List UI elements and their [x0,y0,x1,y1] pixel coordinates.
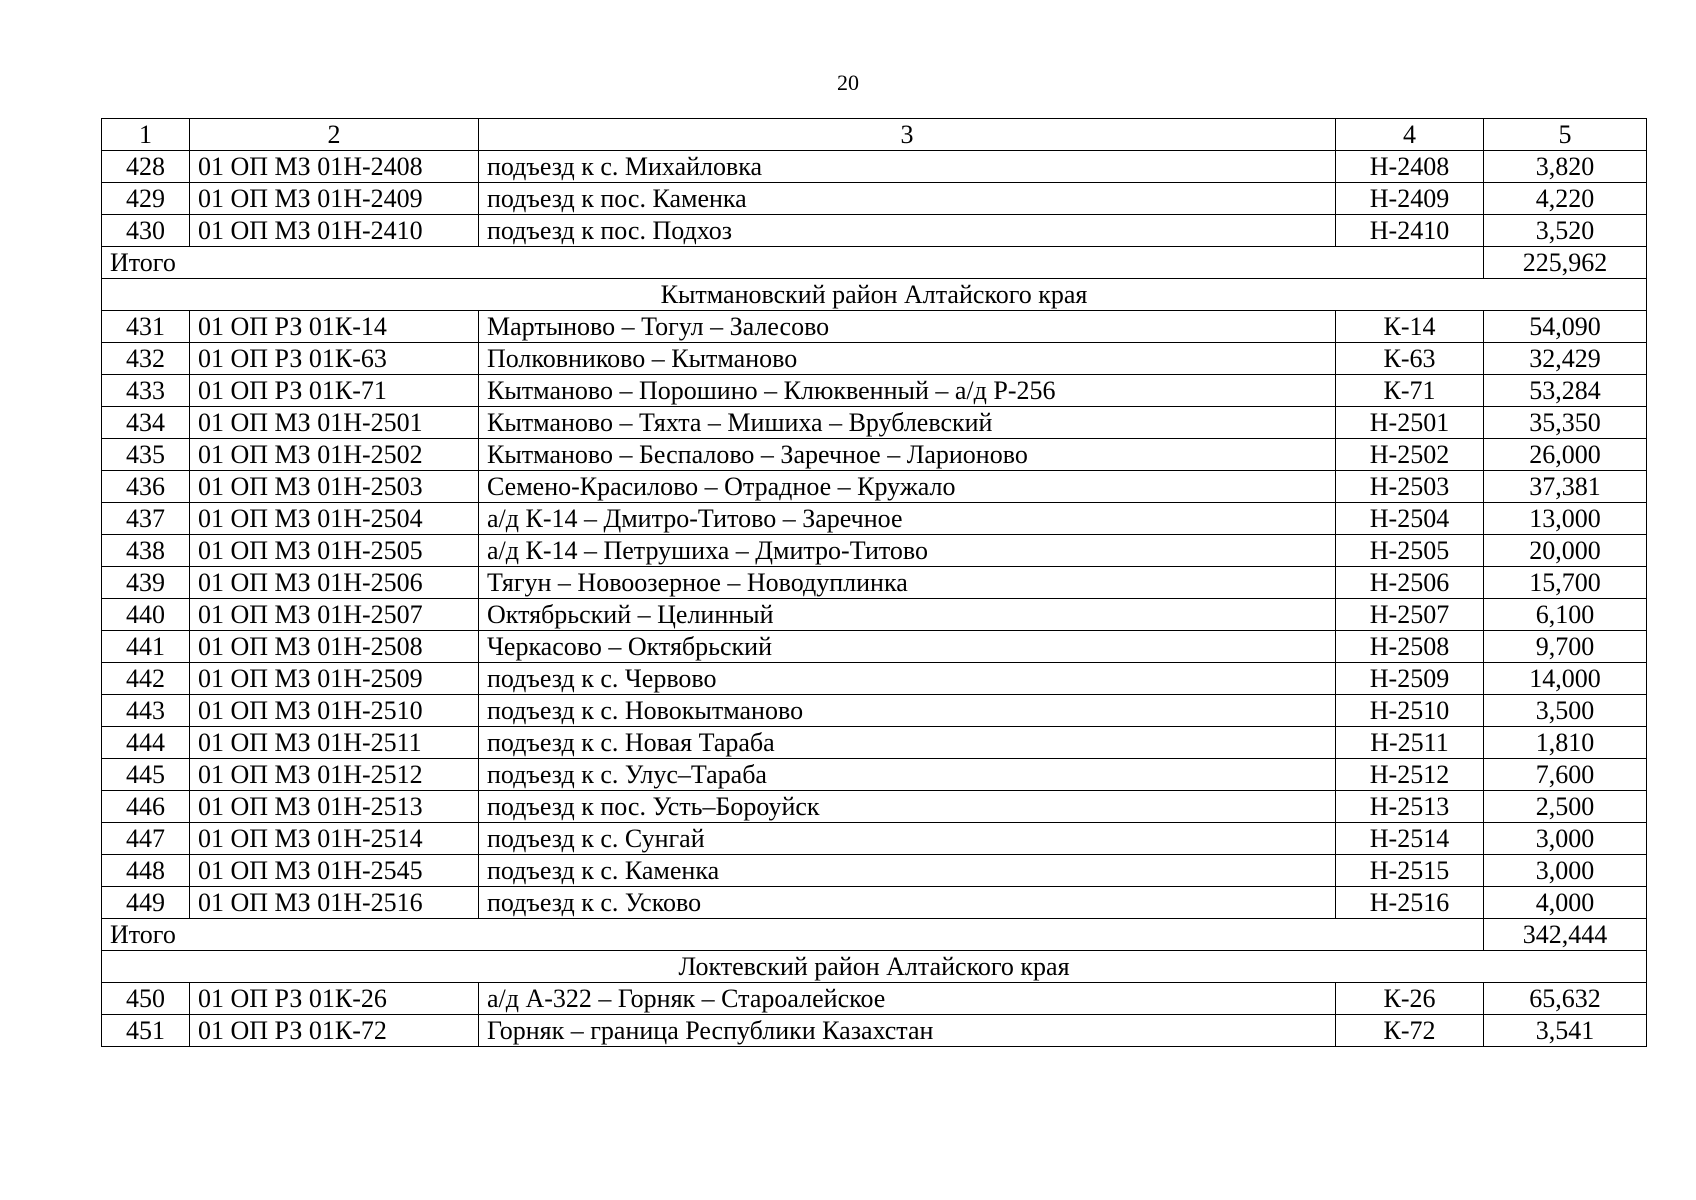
road-name-cell: а/д К-14 – Дмитро-Титово – Заречное [479,503,1336,535]
roads-table-body [102,119,1647,1047]
row-number-cell: 430 [102,215,190,247]
road-name-cell: Горняк – граница Республики Казахстан [479,1015,1336,1047]
row-number-cell: 450 [102,983,190,1015]
header-cell-code: 4 [1336,119,1484,151]
road-code-cell: К-63 [1336,343,1484,375]
road-name-cell: Семено-Красилово – Отрадное – Кружало [479,471,1336,503]
table-row [102,215,1647,247]
row-number-cell: 440 [102,599,190,631]
road-code-cell: Н-2502 [1336,439,1484,471]
district-heading: Локтевский район Алтайского края [102,951,1647,983]
road-length-cell: 4,220 [1484,183,1647,215]
road-code-cell: Н-2506 [1336,567,1484,599]
road-length-cell: 20,000 [1484,535,1647,567]
road-id-cell: 01 ОП МЗ 01Н-2505 [190,535,479,567]
road-id-cell: 01 ОП РЗ 01К-26 [190,983,479,1015]
table-row [102,631,1647,663]
table-row [102,183,1647,215]
table-header-row [102,119,1647,151]
road-name-cell: Мартыново – Тогул – Залесово [479,311,1336,343]
road-id-cell: 01 ОП МЗ 01Н-2503 [190,471,479,503]
table-row [102,503,1647,535]
road-code-cell: Н-2504 [1336,503,1484,535]
road-name-cell: а/д А-322 – Горняк – Староалейское [479,983,1336,1015]
table-row [102,151,1647,183]
table-row [102,791,1647,823]
row-number-cell: 429 [102,183,190,215]
road-code-cell: Н-2510 [1336,695,1484,727]
table-row [102,663,1647,695]
road-code-cell: Н-2511 [1336,727,1484,759]
row-number-cell: 445 [102,759,190,791]
table-row [102,823,1647,855]
road-code-cell: К-14 [1336,311,1484,343]
row-number-cell: 443 [102,695,190,727]
road-code-cell: К-26 [1336,983,1484,1015]
road-length-cell: 4,000 [1484,887,1647,919]
road-name-cell: Кытманово – Тяхта – Мишиха – Врублевский [479,407,1336,439]
road-id-cell: 01 ОП РЗ 01К-14 [190,311,479,343]
table-row [102,343,1647,375]
road-length-cell: 3,520 [1484,215,1647,247]
road-id-cell: 01 ОП МЗ 01Н-2502 [190,439,479,471]
road-code-cell: Н-2516 [1336,887,1484,919]
road-length-cell: 65,632 [1484,983,1647,1015]
road-length-cell: 35,350 [1484,407,1647,439]
road-code-cell: Н-2501 [1336,407,1484,439]
total-value: 342,444 [1484,919,1647,951]
road-id-cell: 01 ОП РЗ 01К-71 [190,375,479,407]
road-id-cell: 01 ОП МЗ 01Н-2510 [190,695,479,727]
table-row [102,887,1647,919]
table-row [102,695,1647,727]
road-code-cell: Н-2408 [1336,151,1484,183]
road-name-cell: Тягун – Новоозерное – Новодуплинка [479,567,1336,599]
road-id-cell: 01 ОП МЗ 01Н-2501 [190,407,479,439]
road-length-cell: 14,000 [1484,663,1647,695]
road-name-cell: подъезд к с. Новокытманово [479,695,1336,727]
road-id-cell: 01 ОП МЗ 01Н-2507 [190,599,479,631]
table-row [102,983,1647,1015]
road-name-cell: Черкасово – Октябрьский [479,631,1336,663]
road-length-cell: 7,600 [1484,759,1647,791]
total-row [102,247,1647,279]
road-length-cell: 3,000 [1484,823,1647,855]
road-code-cell: Н-2508 [1336,631,1484,663]
road-name-cell: Полковниково – Кытманово [479,343,1336,375]
district-heading: Кытмановский район Алтайского края [102,279,1647,311]
row-number-cell: 444 [102,727,190,759]
road-id-cell: 01 ОП МЗ 01Н-2514 [190,823,479,855]
table-row [102,855,1647,887]
road-name-cell: подъезд к с. Усково [479,887,1336,919]
road-length-cell: 2,500 [1484,791,1647,823]
road-id-cell: 01 ОП МЗ 01Н-2545 [190,855,479,887]
page-number: 20 [837,70,859,95]
table-row [102,599,1647,631]
road-length-cell: 26,000 [1484,439,1647,471]
row-number-cell: 428 [102,151,190,183]
road-name-cell: подъезд к пос. Каменка [479,183,1336,215]
row-number-cell: 436 [102,471,190,503]
road-code-cell: К-71 [1336,375,1484,407]
row-number-cell: 451 [102,1015,190,1047]
road-length-cell: 3,820 [1484,151,1647,183]
road-code-cell: Н-2514 [1336,823,1484,855]
road-name-cell: подъезд к с. Новая Тараба [479,727,1336,759]
road-code-cell: К-72 [1336,1015,1484,1047]
table-row [102,1015,1647,1047]
row-number-cell: 432 [102,343,190,375]
district-row [102,279,1647,311]
road-id-cell: 01 ОП МЗ 01Н-2410 [190,215,479,247]
road-id-cell: 01 ОП МЗ 01Н-2513 [190,791,479,823]
table-row [102,375,1647,407]
row-number-cell: 439 [102,567,190,599]
road-id-cell: 01 ОП МЗ 01Н-2506 [190,567,479,599]
row-number-cell: 437 [102,503,190,535]
road-code-cell: Н-2410 [1336,215,1484,247]
road-name-cell: подъезд к с. Сунгай [479,823,1336,855]
row-number-cell: 431 [102,311,190,343]
table-row [102,727,1647,759]
road-length-cell: 32,429 [1484,343,1647,375]
row-number-cell: 441 [102,631,190,663]
row-number-cell: 446 [102,791,190,823]
table-row [102,439,1647,471]
total-label: Итого [102,919,1484,951]
header-cell-id: 2 [190,119,479,151]
total-value: 225,962 [1484,247,1647,279]
road-name-cell: подъезд к с. Улус–Тараба [479,759,1336,791]
road-name-cell: Октябрьский – Целинный [479,599,1336,631]
roads-table [101,118,1647,1047]
table-row [102,407,1647,439]
table-row [102,759,1647,791]
table-row [102,311,1647,343]
road-length-cell: 3,000 [1484,855,1647,887]
road-code-cell: Н-2503 [1336,471,1484,503]
table-row [102,535,1647,567]
road-id-cell: 01 ОП МЗ 01Н-2408 [190,151,479,183]
road-code-cell: Н-2513 [1336,791,1484,823]
road-length-cell: 53,284 [1484,375,1647,407]
row-number-cell: 448 [102,855,190,887]
road-id-cell: 01 ОП РЗ 01К-63 [190,343,479,375]
road-length-cell: 3,541 [1484,1015,1647,1047]
road-code-cell: Н-2509 [1336,663,1484,695]
road-length-cell: 37,381 [1484,471,1647,503]
road-code-cell: Н-2507 [1336,599,1484,631]
road-code-cell: Н-2505 [1336,535,1484,567]
road-name-cell: подъезд к пос. Подхоз [479,215,1336,247]
road-code-cell: Н-2512 [1336,759,1484,791]
road-id-cell: 01 ОП МЗ 01Н-2504 [190,503,479,535]
road-length-cell: 9,700 [1484,631,1647,663]
total-row [102,919,1647,951]
header-cell-number: 1 [102,119,190,151]
road-name-cell: подъезд к с. Михайловка [479,151,1336,183]
road-name-cell: подъезд к пос. Усть–Бороуйск [479,791,1336,823]
road-id-cell: 01 ОП МЗ 01Н-2509 [190,663,479,695]
road-length-cell: 54,090 [1484,311,1647,343]
road-code-cell: Н-2409 [1336,183,1484,215]
road-id-cell: 01 ОП РЗ 01К-72 [190,1015,479,1047]
road-length-cell: 6,100 [1484,599,1647,631]
road-id-cell: 01 ОП МЗ 01Н-2512 [190,759,479,791]
district-row [102,951,1647,983]
row-number-cell: 435 [102,439,190,471]
header-cell-length: 5 [1484,119,1647,151]
road-name-cell: Кытманово – Беспалово – Заречное – Ларионово [479,439,1336,471]
road-name-cell: подъезд к с. Каменка [479,855,1336,887]
row-number-cell: 434 [102,407,190,439]
row-number-cell: 449 [102,887,190,919]
road-length-cell: 15,700 [1484,567,1647,599]
road-length-cell: 3,500 [1484,695,1647,727]
header-cell-name: 3 [479,119,1336,151]
row-number-cell: 438 [102,535,190,567]
total-label: Итого [102,247,1484,279]
road-id-cell: 01 ОП МЗ 01Н-2508 [190,631,479,663]
table-row [102,471,1647,503]
road-length-cell: 13,000 [1484,503,1647,535]
road-code-cell: Н-2515 [1336,855,1484,887]
road-name-cell: а/д К-14 – Петрушиха – Дмитро-Титово [479,535,1336,567]
road-id-cell: 01 ОП МЗ 01Н-2409 [190,183,479,215]
road-length-cell: 1,810 [1484,727,1647,759]
row-number-cell: 442 [102,663,190,695]
table-row [102,567,1647,599]
road-name-cell: подъезд к с. Червово [479,663,1336,695]
road-id-cell: 01 ОП МЗ 01Н-2511 [190,727,479,759]
row-number-cell: 433 [102,375,190,407]
row-number-cell: 447 [102,823,190,855]
road-name-cell: Кытманово – Порошино – Клюквенный – а/д Р-256 [479,375,1336,407]
road-id-cell: 01 ОП МЗ 01Н-2516 [190,887,479,919]
